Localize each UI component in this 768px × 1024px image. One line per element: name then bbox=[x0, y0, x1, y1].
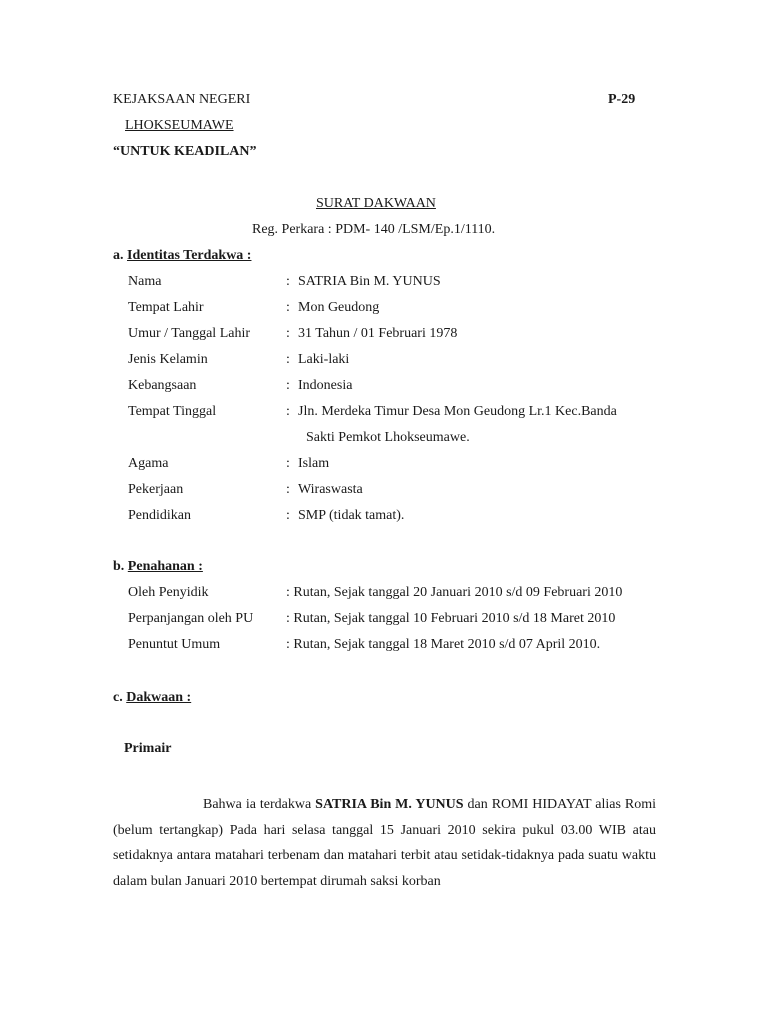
identity-label: Tempat Lahir bbox=[128, 300, 204, 315]
detention-value: : Rutan, Sejak tanggal 20 Januari 2010 s/d 09 Februari 2010 bbox=[286, 585, 623, 600]
colon: : bbox=[286, 352, 290, 367]
identity-value: Wiraswasta bbox=[298, 482, 363, 497]
detention-label: Penuntut Umum bbox=[128, 637, 221, 652]
detention-label: Perpanjangan oleh PU bbox=[128, 611, 254, 626]
colon: : bbox=[286, 378, 290, 393]
colon: : bbox=[286, 326, 290, 341]
primair-paragraph bbox=[113, 792, 656, 895]
paragraph-rest: dan ROMI HIDAYAT alias Romi (belum tertangkap) Pada hari selasa tanggal 15 Januari 2010 sekira pukul 03.00 WIB atau setidaknya antara matahari terbenam dan matahari terbit atau setidak-tidaknya pada suatu waktu dalam bulan Januari 2010 bertempat dirumah saksi korban bbox=[113, 797, 657, 890]
identity-value: Mon Geudong bbox=[298, 300, 380, 315]
section-a-prefix: a. bbox=[113, 248, 124, 263]
identity-label: Jenis Kelamin bbox=[128, 352, 208, 367]
office-name-line2: LHOKSEUMAWE bbox=[125, 118, 234, 133]
section-c-heading bbox=[113, 689, 191, 707]
colon: : bbox=[286, 482, 290, 497]
identity-value: Jln. Merdeka Timur Desa Mon Geudong Lr.1 Kec.Banda bbox=[298, 404, 617, 419]
identity-label: Agama bbox=[128, 456, 169, 471]
motto: “UNTUK KEADILAN” bbox=[113, 144, 257, 159]
colon: : bbox=[286, 274, 290, 289]
identity-label: Pendidikan bbox=[128, 508, 191, 523]
paragraph-start: Bahwa ia terdakwa bbox=[203, 797, 312, 812]
identity-label: Tempat Tinggal bbox=[128, 404, 217, 419]
identity-value: Laki-laki bbox=[298, 352, 350, 367]
detention-value: : Rutan, Sejak tanggal 10 Februari 2010 s/d 18 Maret 2010 bbox=[286, 611, 616, 626]
colon: : bbox=[286, 456, 290, 471]
office-name-line1: KEJAKSAAN NEGERI bbox=[113, 92, 251, 107]
section-c-title: Dakwaan : bbox=[126, 690, 192, 705]
section-b-title: Penahanan : bbox=[127, 559, 203, 574]
identity-label: Nama bbox=[128, 274, 162, 289]
identity-value: 31 Tahun / 01 Februari 1978 bbox=[298, 326, 458, 341]
detention-value: : Rutan, Sejak tanggal 18 Maret 2010 s/d 07 April 2010. bbox=[286, 637, 601, 652]
document-title: SURAT DAKWAAN bbox=[316, 196, 436, 211]
identity-value: SATRIA Bin M. YUNUS bbox=[298, 274, 441, 289]
detention-label: Oleh Penyidik bbox=[128, 585, 209, 600]
form-code: P-29 bbox=[608, 92, 636, 107]
reg-perkara: Reg. Perkara : PDM- 140 /LSM/Ep.1/1110. bbox=[252, 222, 496, 237]
identity-value: Indonesia bbox=[298, 378, 353, 393]
section-b-heading bbox=[113, 558, 203, 576]
identity-label: Umur / Tanggal Lahir bbox=[128, 326, 251, 341]
colon: : bbox=[286, 508, 290, 523]
identity-value: Islam bbox=[298, 456, 330, 471]
section-c-prefix: c. bbox=[113, 690, 123, 705]
colon: : bbox=[286, 300, 290, 315]
colon: : bbox=[286, 404, 290, 419]
section-b-prefix: b. bbox=[113, 559, 125, 574]
defendant-name: SATRIA Bin M. YUNUS bbox=[315, 797, 464, 812]
primair-heading: Primair bbox=[124, 741, 172, 756]
identity-value-continued: Sakti Pemkot Lhokseumawe. bbox=[306, 430, 470, 445]
identity-label: Kebangsaan bbox=[128, 378, 197, 393]
identity-label: Pekerjaan bbox=[128, 482, 184, 497]
section-a-heading bbox=[113, 247, 251, 265]
section-a-title: Identitas Terdakwa : bbox=[127, 248, 252, 263]
identity-value: SMP (tidak tamat). bbox=[298, 508, 405, 523]
